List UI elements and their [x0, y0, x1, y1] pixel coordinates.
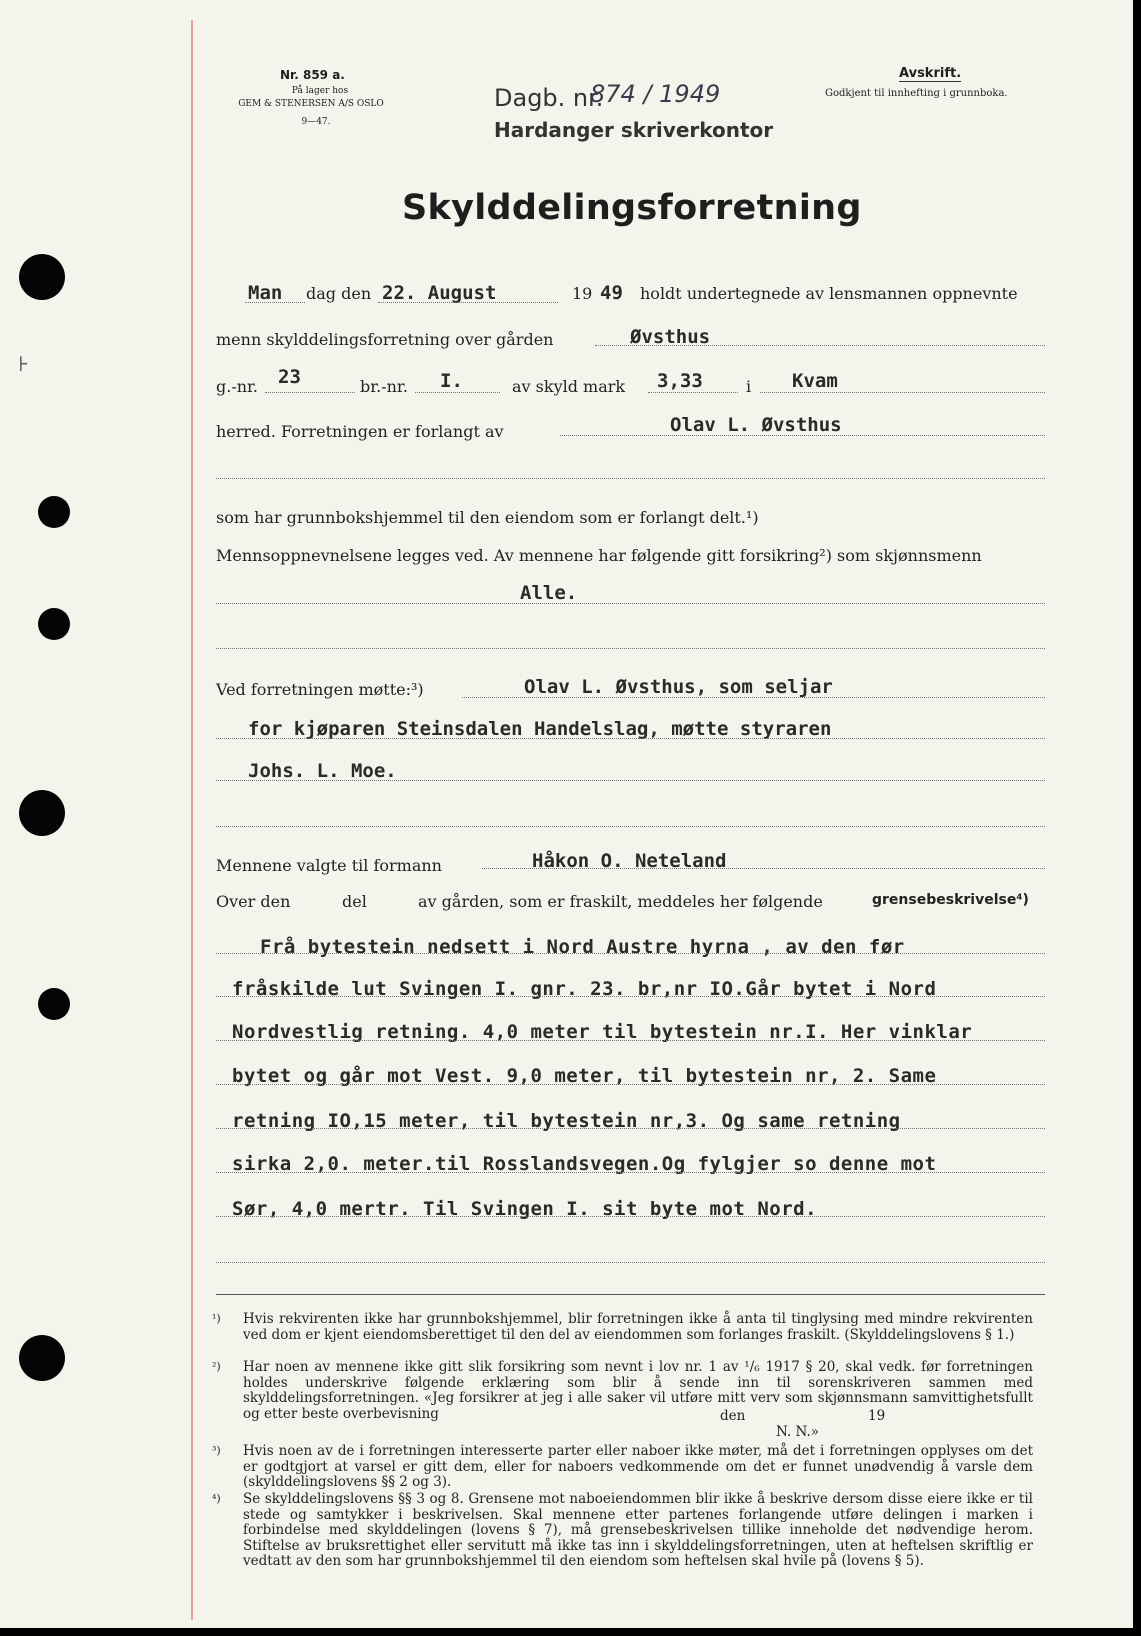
footnote-text: Hvis rekvirenten ikke har grunnbokshjemmel, blir forretningen ikke å anta til tinglysing med mindre rekvirenten ved dom er kjent eiendomsberettiget til den del av eiendommen som forlanges fraskilt. (Skylddelingslovens § 1.)	[243, 1311, 1033, 1343]
footnote-number: ²)	[212, 1360, 221, 1373]
description-line: Nordvestlig retning. 4,0 meter til bytestein nr.I. Her vinklar	[232, 1021, 973, 1043]
hjemmel-text: som har grunnbokshjemmel til den eiendom som er forlangt delt.¹)	[216, 508, 759, 527]
line1-text: holdt undertegnede av lensmannen oppnevnte	[640, 284, 1018, 303]
herred-label: herred. Forretningen er forlangt av	[216, 422, 504, 441]
skyld-field: 3,33	[657, 370, 703, 392]
requester-field: Olav L. Øvsthus	[670, 414, 842, 436]
godkjent-text: Godkjent til innhefting i grunnboka.	[825, 88, 1008, 99]
page-title: Skylddelingsforretning	[402, 188, 862, 228]
description-line: retning IO,15 meter, til bytestein nr,3. Og same retning	[232, 1110, 901, 1132]
margin-line	[191, 20, 193, 1620]
formann-field: Håkon O. Neteland	[532, 850, 727, 872]
dag-den-label: dag den	[306, 284, 372, 303]
mote-line: for kjøparen Steinsdalen Handelslag, møtte styraren	[248, 718, 832, 740]
del-label: del	[342, 892, 367, 911]
form-number: Nr. 859 a.	[280, 68, 345, 82]
punch-hole	[19, 790, 65, 836]
court-stamp: Hardanger skriverkontor	[494, 118, 774, 142]
punch-hole	[19, 254, 65, 300]
footnote-text: Hvis noen av de i forretningen interesserte parter eller naboer ikke møter, må det i forretningen opplyses om det er godtgjort at varsel er gitt dem, eller for naboers vedkommende om det er funnet unødvendig å varsle dem (skylddelingslovens §§ 2 og 3).	[243, 1443, 1033, 1490]
farm-field: Øvsthus	[630, 326, 711, 348]
menn-text: Mennsoppnevnelsene legges ved. Av mennene har følgende gitt forsikring²) som skjønnsmenn	[216, 546, 982, 565]
publisher-line: 9—47.	[301, 117, 331, 127]
gard-label: menn skylddelingsforretning over gården	[216, 330, 554, 349]
footnote-nn: N. N.»	[776, 1424, 820, 1440]
footnote-text: Har noen av mennene ikke gitt slik forsikring som nevnt i lov nr. 1 av ¹/₆ 1917 § 20, skal vedk. før forretningen holdes underskrive følgende erklæring som blir å sende inn til sorenskriveren sammen med skylddelingsforretningen. «Jeg forsikrer at jeg i alle saker vil utføre mitt verv som skjønnsmann samvittighetsfullt og etter beste overbevisning	[243, 1359, 1033, 1422]
gard-text: av gården, som er fraskilt, meddeles her følgende	[418, 892, 823, 911]
description-line: Frå bytestein nedsett i Nord Austre hyrna , av den før	[260, 936, 905, 958]
punch-hole	[38, 496, 70, 528]
avskrift-label: Avskrift.	[899, 66, 962, 81]
alle-field: Alle.	[520, 582, 578, 604]
mote-line: Johs. L. Moe.	[248, 760, 397, 782]
over-den-label: Over den	[216, 892, 291, 911]
margin-mark: ⊦	[18, 352, 30, 376]
punch-hole	[38, 988, 70, 1020]
punch-hole	[38, 608, 70, 640]
description-line: Sør, 4,0 mertr. Til Svingen I. sit byte mot Nord.	[232, 1198, 818, 1220]
year-field: 49	[600, 282, 623, 304]
footnote-year: 19	[868, 1408, 886, 1424]
description-line: sirka 2,0. meter.til Rosslandsvegen.Og fylgjer so denne mot	[232, 1153, 937, 1175]
footnote-number: ⁴)	[212, 1492, 221, 1505]
gnr-label: g.-nr.	[216, 377, 259, 396]
date-field: 22. August	[382, 282, 497, 304]
footnote-text: Se skylddelingslovens §§ 3 og 8. Grensene mot naboeiendommen blir ikke å beskrive dersom disse eiere ikke er til stede og samtykker i beskrivelsen. Skal mennene etter partenes forlangende utføre delingen i marken i forbindelse med skylddelingen (lovens § 7), må grensebeskrivelsen tillike inneholde det nødvendige herom. Stiftelse av bruksrettighet eller servitutt må ikke tas inn i skylddelingsforretningen, uten at heftelsen skriftlig er vedtatt av den som har grunnbokshjemmel til den eiendom som heftelsen skal hvile på (lovens § 5).	[243, 1491, 1033, 1569]
mote-line: Olav L. Øvsthus, som seljar	[524, 676, 833, 698]
footnote-den: den	[720, 1408, 746, 1424]
footnote-number: ¹)	[212, 1312, 221, 1325]
formann-label: Mennene valgte til formann	[216, 856, 442, 875]
footnote-number: ³)	[212, 1444, 221, 1457]
brnr-label: br.-nr.	[360, 377, 408, 396]
mote-label: Ved forretningen møtte:³)	[216, 680, 424, 699]
year-prefix: 19	[572, 284, 593, 303]
i-label: i	[746, 377, 752, 396]
publisher-line: GEM & STENERSEN A/S OSLO	[238, 99, 384, 109]
publisher-line: På lager hos	[291, 86, 349, 96]
gnr-field: 23	[278, 366, 301, 388]
weekday-field: Man	[248, 282, 283, 304]
brnr-field: I.	[440, 370, 463, 392]
dagb-label: Dagb. nr.	[494, 84, 604, 112]
kommune-field: Kvam	[792, 370, 838, 392]
skyld-label: av skyld mark	[512, 377, 626, 396]
grensebeskrivelse-label: grensebeskrivelse⁴)	[872, 892, 1029, 908]
dagb-number: 874 / 1949	[590, 80, 721, 108]
footnote-rule	[216, 1294, 1045, 1295]
description-line: bytet og går mot Vest. 9,0 meter, til bytestein nr, 2. Same	[232, 1065, 937, 1087]
punch-hole	[19, 1335, 65, 1381]
description-line: fråskilde lut Svingen I. gnr. 23. br,nr IO.Går bytet i Nord	[232, 978, 937, 1000]
